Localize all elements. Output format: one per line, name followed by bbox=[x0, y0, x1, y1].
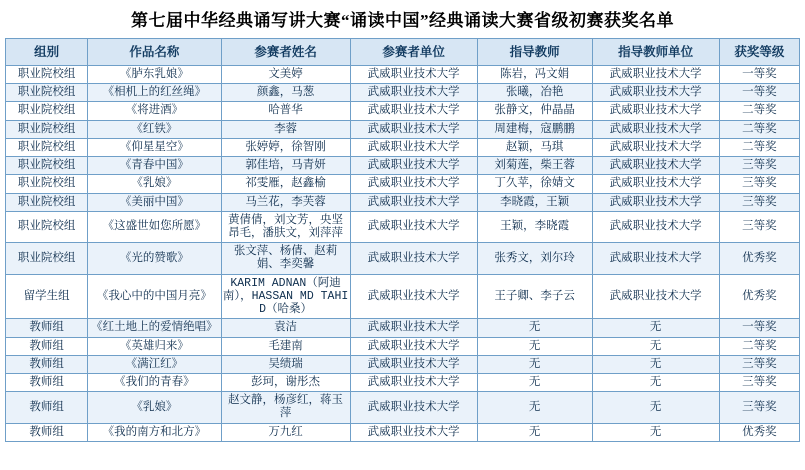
cell-teacher: 赵颖，马琪 bbox=[477, 138, 592, 156]
cell-group: 教师组 bbox=[6, 392, 88, 423]
cell-award-level: 三等奖 bbox=[719, 175, 799, 193]
cell-group: 教师组 bbox=[6, 423, 88, 441]
cell-teacher-unit: 无 bbox=[592, 319, 719, 337]
cell-work: 《我的南方和北方》 bbox=[88, 423, 221, 441]
cell-teacher-unit: 武威职业技术大学 bbox=[592, 102, 719, 120]
cell-teacher: 无 bbox=[477, 319, 592, 337]
table-row bbox=[6, 243, 800, 274]
cell-award-level: 二等奖 bbox=[719, 337, 799, 355]
cell-work: 《光的赞歌》 bbox=[88, 243, 221, 274]
table-row bbox=[6, 193, 800, 211]
cell-work: 《青春中国》 bbox=[88, 157, 221, 175]
table-row bbox=[6, 392, 800, 423]
cell-group: 职业院校组 bbox=[6, 84, 88, 102]
cell-participant-name: 黄倩倩，刘文芳，央坚昂毛，潘肤文，刘萍萍 bbox=[221, 211, 350, 242]
cell-participant-name: 郭佳培，马青妍 bbox=[221, 157, 350, 175]
cell-award-level: 二等奖 bbox=[719, 138, 799, 156]
cell-award-level: 优秀奖 bbox=[719, 274, 799, 319]
column-header-award-level: 获奖等级 bbox=[719, 39, 799, 66]
table-row bbox=[6, 120, 800, 138]
cell-teacher-unit: 武威职业技术大学 bbox=[592, 193, 719, 211]
column-header-group: 组别 bbox=[6, 39, 88, 66]
cell-teacher: 丁久苹，徐婧文 bbox=[477, 175, 592, 193]
cell-teacher: 无 bbox=[477, 337, 592, 355]
cell-participant-name: 袁洁 bbox=[221, 319, 350, 337]
cell-award-level: 三等奖 bbox=[719, 211, 799, 242]
cell-participant-unit: 武威职业技术大学 bbox=[350, 175, 477, 193]
cell-award-level: 一等奖 bbox=[719, 84, 799, 102]
cell-participant-unit: 武威职业技术大学 bbox=[350, 355, 477, 373]
cell-teacher-unit: 武威职业技术大学 bbox=[592, 175, 719, 193]
table-header-row bbox=[6, 39, 800, 66]
cell-teacher: 王颖，李晓霞 bbox=[477, 211, 592, 242]
table-row bbox=[6, 157, 800, 175]
cell-teacher: 周建梅，寇鹏鹏 bbox=[477, 120, 592, 138]
cell-group: 教师组 bbox=[6, 337, 88, 355]
cell-teacher: 张静文，仲晶晶 bbox=[477, 102, 592, 120]
page-title: 第七届中华经典诵写讲大赛“诵读中国”经典诵读大赛省级初赛获奖名单 bbox=[131, 11, 674, 30]
cell-participant-unit: 武威职业技术大学 bbox=[350, 423, 477, 441]
cell-work: 《这盛世如您所愿》 bbox=[88, 211, 221, 242]
cell-participant-name: 马兰花，李芙蓉 bbox=[221, 193, 350, 211]
cell-participant-name: 哈普华 bbox=[221, 102, 350, 120]
cell-group: 职业院校组 bbox=[6, 102, 88, 120]
cell-group: 职业院校组 bbox=[6, 66, 88, 84]
column-header-teacher-unit: 指导教师单位 bbox=[592, 39, 719, 66]
cell-teacher: 无 bbox=[477, 355, 592, 373]
cell-participant-name: 张文萍、杨倩、赵莉娟、李奕馨 bbox=[221, 243, 350, 274]
cell-participant-unit: 武威职业技术大学 bbox=[350, 84, 477, 102]
table-row bbox=[6, 66, 800, 84]
cell-group: 职业院校组 bbox=[6, 120, 88, 138]
cell-work: 《满江红》 bbox=[88, 355, 221, 373]
cell-group: 职业院校组 bbox=[6, 243, 88, 274]
cell-award-level: 三等奖 bbox=[719, 157, 799, 175]
table-row bbox=[6, 102, 800, 120]
cell-participant-unit: 武威职业技术大学 bbox=[350, 392, 477, 423]
cell-award-level: 一等奖 bbox=[719, 319, 799, 337]
cell-participant-unit: 武威职业技术大学 bbox=[350, 193, 477, 211]
cell-teacher: 无 bbox=[477, 373, 592, 391]
cell-participant-name: 毛建南 bbox=[221, 337, 350, 355]
cell-teacher: 张曦，冶艳 bbox=[477, 84, 592, 102]
cell-participant-unit: 武威职业技术大学 bbox=[350, 319, 477, 337]
column-header-work: 作品名称 bbox=[88, 39, 221, 66]
table-row bbox=[6, 175, 800, 193]
cell-teacher: 王子卿、李子云 bbox=[477, 274, 592, 319]
cell-teacher-unit: 武威职业技术大学 bbox=[592, 157, 719, 175]
cell-work: 《红铁》 bbox=[88, 120, 221, 138]
cell-group: 职业院校组 bbox=[6, 175, 88, 193]
cell-group: 职业院校组 bbox=[6, 138, 88, 156]
cell-participant-unit: 武威职业技术大学 bbox=[350, 211, 477, 242]
cell-participant-unit: 武威职业技术大学 bbox=[350, 243, 477, 274]
cell-teacher-unit: 武威职业技术大学 bbox=[592, 243, 719, 274]
cell-group: 留学生组 bbox=[6, 274, 88, 319]
cell-participant-name: 万九红 bbox=[221, 423, 350, 441]
cell-work: 《英雄归来》 bbox=[88, 337, 221, 355]
cell-work: 《乳娘》 bbox=[88, 392, 221, 423]
cell-work: 《我心中的中国月亮》 bbox=[88, 274, 221, 319]
cell-participant-unit: 武威职业技术大学 bbox=[350, 138, 477, 156]
table-body bbox=[6, 66, 800, 442]
cell-participant-unit: 武威职业技术大学 bbox=[350, 66, 477, 84]
cell-group: 教师组 bbox=[6, 319, 88, 337]
table-row bbox=[6, 337, 800, 355]
cell-participant-name: 祁雯雁，赵鑫榆 bbox=[221, 175, 350, 193]
table-row bbox=[6, 319, 800, 337]
cell-participant-unit: 武威职业技术大学 bbox=[350, 102, 477, 120]
table-row bbox=[6, 355, 800, 373]
cell-group: 教师组 bbox=[6, 355, 88, 373]
table-row bbox=[6, 211, 800, 242]
cell-award-level: 二等奖 bbox=[719, 102, 799, 120]
cell-participant-name: KARIM ADNAN（阿迪南），HASSAN MD TAHID（哈桑） bbox=[221, 274, 350, 319]
cell-teacher-unit: 武威职业技术大学 bbox=[592, 84, 719, 102]
cell-award-level: 优秀奖 bbox=[719, 423, 799, 441]
cell-work: 《美丽中国》 bbox=[88, 193, 221, 211]
cell-award-level: 三等奖 bbox=[719, 193, 799, 211]
table-row bbox=[6, 423, 800, 441]
cell-participant-name: 颜鑫，马葱 bbox=[221, 84, 350, 102]
cell-teacher-unit: 武威职业技术大学 bbox=[592, 138, 719, 156]
cell-teacher: 张秀文，刘尔玲 bbox=[477, 243, 592, 274]
cell-award-level: 三等奖 bbox=[719, 373, 799, 391]
table-row bbox=[6, 84, 800, 102]
cell-participant-name: 李蓉 bbox=[221, 120, 350, 138]
cell-teacher-unit: 无 bbox=[592, 355, 719, 373]
cell-award-level: 一等奖 bbox=[719, 66, 799, 84]
column-header-teacher: 指导教师 bbox=[477, 39, 592, 66]
cell-participant-name: 张婷婷，徐智刚 bbox=[221, 138, 350, 156]
cell-work: 《胪东乳娘》 bbox=[88, 66, 221, 84]
cell-participant-name: 彭珂，谢彤杰 bbox=[221, 373, 350, 391]
cell-award-level: 三等奖 bbox=[719, 355, 799, 373]
table-row bbox=[6, 138, 800, 156]
cell-award-level: 二等奖 bbox=[719, 120, 799, 138]
cell-teacher-unit: 无 bbox=[592, 337, 719, 355]
cell-participant-name: 赵文静，杨彦红，蒋玉萍 bbox=[221, 392, 350, 423]
cell-teacher-unit: 无 bbox=[592, 423, 719, 441]
cell-teacher: 刘菊莲，柴王蓉 bbox=[477, 157, 592, 175]
cell-group: 职业院校组 bbox=[6, 193, 88, 211]
column-header-participant-unit: 参赛者单位 bbox=[350, 39, 477, 66]
cell-participant-unit: 武威职业技术大学 bbox=[350, 274, 477, 319]
table-header bbox=[6, 39, 800, 66]
cell-participant-unit: 武威职业技术大学 bbox=[350, 337, 477, 355]
cell-work: 《红土地上的爱情绝唱》 bbox=[88, 319, 221, 337]
cell-teacher-unit: 武威职业技术大学 bbox=[592, 66, 719, 84]
table-row bbox=[6, 373, 800, 391]
cell-teacher-unit: 武威职业技术大学 bbox=[592, 120, 719, 138]
cell-participant-name: 吴绩瑞 bbox=[221, 355, 350, 373]
cell-teacher: 陈岩，冯文娟 bbox=[477, 66, 592, 84]
cell-teacher-unit: 武威职业技术大学 bbox=[592, 274, 719, 319]
cell-participant-unit: 武威职业技术大学 bbox=[350, 120, 477, 138]
table-row bbox=[6, 274, 800, 319]
cell-work: 《相机上的红丝绳》 bbox=[88, 84, 221, 102]
column-header-participant-name: 参赛者姓名 bbox=[221, 39, 350, 66]
cell-work: 《仰星星空》 bbox=[88, 138, 221, 156]
cell-participant-unit: 武威职业技术大学 bbox=[350, 157, 477, 175]
cell-participant-name: 文美婷 bbox=[221, 66, 350, 84]
cell-teacher-unit: 无 bbox=[592, 392, 719, 423]
cell-award-level: 优秀奖 bbox=[719, 243, 799, 274]
cell-group: 教师组 bbox=[6, 373, 88, 391]
cell-teacher-unit: 无 bbox=[592, 373, 719, 391]
cell-group: 职业院校组 bbox=[6, 157, 88, 175]
cell-teacher-unit: 武威职业技术大学 bbox=[592, 211, 719, 242]
cell-teacher: 无 bbox=[477, 392, 592, 423]
cell-teacher: 无 bbox=[477, 423, 592, 441]
cell-teacher: 李晓霞，王颖 bbox=[477, 193, 592, 211]
cell-work: 《我们的青春》 bbox=[88, 373, 221, 391]
cell-award-level: 三等奖 bbox=[719, 392, 799, 423]
cell-participant-unit: 武威职业技术大学 bbox=[350, 373, 477, 391]
cell-work: 《将进酒》 bbox=[88, 102, 221, 120]
cell-group: 职业院校组 bbox=[6, 211, 88, 242]
award-list-table bbox=[5, 38, 800, 442]
cell-work: 《乳娘》 bbox=[88, 175, 221, 193]
